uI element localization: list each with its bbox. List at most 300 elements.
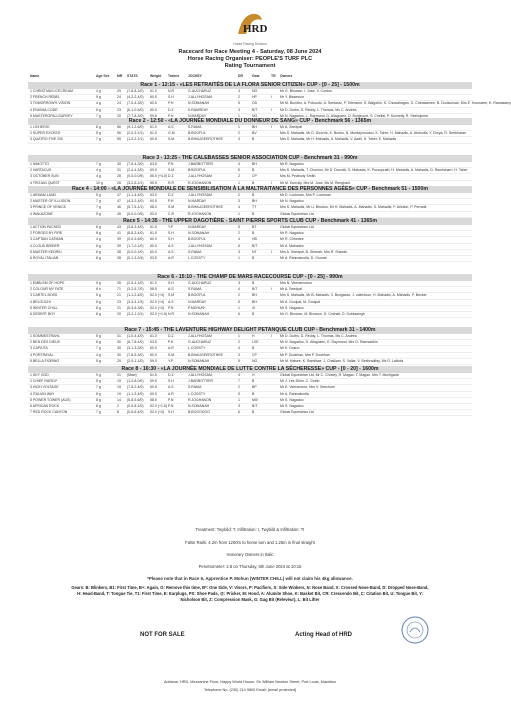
runner-age: 9 g <box>96 373 101 377</box>
runner-weight: 63.5 <box>150 340 157 345</box>
runner-mr: 19 <box>117 385 121 390</box>
runner-jockey: N.MARDAY <box>188 113 207 118</box>
runner-owners: Mr Y. Bissessur <box>280 95 304 100</box>
runner-gear: BH <box>252 199 257 204</box>
runner-mr: 21 <box>117 293 121 298</box>
runner-stats: (0-5-8-1/0) <box>127 403 144 408</box>
runner-name: 5 MASTEROFALLSURVEY <box>30 113 73 118</box>
runner-name: 7 RED ROCK CANYON <box>30 410 68 415</box>
runner-mr: 20 <box>117 113 121 118</box>
runner-age: 7 g <box>96 162 101 166</box>
runner-stats: (8-8-3-4/0) <box>127 231 144 236</box>
racecard-title: Racecard for Race Meeting 4 - Saturday, 08 June 2024 <box>178 49 322 55</box>
runner-name: 5 POWER TOWER (AUS) <box>30 397 71 402</box>
runner-dr: 6 <box>238 311 240 316</box>
runner-stats: (3-2-1-2/1) <box>127 311 144 316</box>
runner-dr: 5 <box>238 358 240 363</box>
runner-trainer: S.M <box>168 352 175 357</box>
runner-trainer: R.R <box>168 180 175 185</box>
runner-jockey: L.COSSTY <box>188 391 206 396</box>
runner-jockey: J.ALLYHOSAM <box>188 95 212 100</box>
race-block <box>28 155 472 187</box>
runner-mr: 30 <box>117 352 121 357</box>
runner-age: 8 g <box>96 231 101 236</box>
runner-weight: 61.0 <box>150 131 157 136</box>
runner-gear: B/T <box>252 243 258 248</box>
runner-gear: LXE <box>252 340 259 345</box>
runner-name: 1 NIMOTTO <box>30 162 49 166</box>
runner-jockey: N.SOMANAH <box>188 311 210 316</box>
runner-mr: 39 <box>117 243 121 248</box>
runner-tr: I <box>271 249 272 254</box>
runner-age: 7 g <box>96 199 101 204</box>
col-stats: STATS <box>127 74 138 78</box>
runner-jockey: J.ALLYHOSAM <box>188 373 212 377</box>
runner-gear: NT <box>252 249 257 254</box>
runner-age: 8 g <box>96 311 101 316</box>
runner-owners: Mr K. Veeramoon, Mrs V. Seechurn <box>280 385 335 390</box>
runner-age: 6 h <box>96 287 101 292</box>
runner-jockey: L.COSSTY <box>188 346 206 351</box>
runner-gear: TT <box>252 205 257 210</box>
race-block <box>28 274 472 318</box>
col-dr: DR <box>238 74 243 78</box>
runner-jockey: S.RAMA <box>188 125 202 129</box>
runner-mr: 30 <box>117 346 121 351</box>
race-title: Race 7 - 15:45 - THE LAVENTURE HIGHWAY DELIGHT PETANQUE CLUB CUP - Benchmark 31 - 1400m <box>28 327 472 334</box>
runner-name: 6 DESERT BOY <box>30 311 56 316</box>
runner-gear: HB <box>252 237 257 242</box>
runner-jockey: J.ALLYHOSAM <box>188 174 212 179</box>
runner-gear: B <box>252 137 255 142</box>
runner-trainer: P.N <box>168 403 174 408</box>
runner-owners: Mr M. Kurrully, Mrs M. Jose, Ms M. Renghant <box>280 180 351 185</box>
runner-gear: B <box>252 410 255 415</box>
runner-dr: 2 <box>238 340 240 345</box>
col-trainer: Trainer <box>168 74 180 78</box>
runner-weight: 61.0 <box>150 89 157 93</box>
runner-age: 8 g <box>96 125 101 129</box>
gears-legend: Gears: B: Blinkers, B1: First Time, B+: Again, O: Remove this time, B*: One Side, V: Visors, P: Pacifiers, S: Side Winkers, N: Nose Band, X: Crossed Nose-Band, D: Dropped Nose-Band, H: Head-Band, T: Tongue Tie, T1: First Time, E: Earplugs, PS: Shoe Pads, @: Pricker, M: Hood, A: Alumite Shoe, K: Basket Bit, CR: Crescendo Bit, C: Citation Bit, U: Tongue Bit, Y: Nicholson Bit, Z: Compression Mask, G: Gag Bit (Relevéur), L: Bit Lifter <box>71 585 429 603</box>
race-block <box>28 118 472 144</box>
runner-trainer: P.H <box>168 199 174 204</box>
runner-jockey: J.BARBOTTIER <box>188 379 214 384</box>
runner-row <box>28 312 472 318</box>
runner-age: 5 g <box>96 193 101 197</box>
runner-dr: 1 <box>238 334 240 338</box>
runner-jockey: P.MOHUN* <box>188 305 206 310</box>
runner-gear: B <box>252 168 255 173</box>
runner-age: 6 g <box>96 225 101 229</box>
runner-age: 5 g <box>96 95 101 100</box>
hrd-logo-icon <box>232 8 268 42</box>
runner-weight: 61.0 <box>150 334 157 338</box>
runner-mr: 26 <box>117 180 121 185</box>
runner-stats: (3-3-4-1/3) <box>127 299 144 304</box>
runner-stats: (6-1-0-5/0) <box>127 107 144 112</box>
race-title: Race 3 - 13:25 - THE CALEBASSES SENIOR ASSOCIATION CUP - Benchmark 31 - 990m <box>28 155 472 162</box>
runner-mr: 38 <box>117 249 121 254</box>
runner-row <box>28 256 472 262</box>
runner-dr: 1 <box>238 255 240 260</box>
runner-age: 9 g <box>96 281 101 285</box>
runner-weight: 52.0 (+1.5) <box>150 311 168 316</box>
runner-weight: 61.5 <box>150 373 157 377</box>
runner-trainer: P.H <box>168 113 174 118</box>
runner-name: 2 BEN DES DIEUX <box>30 340 60 345</box>
runner-dr: 6 <box>238 410 240 415</box>
race-block <box>28 218 472 262</box>
race-block <box>28 327 472 365</box>
runner-gear: B/T <box>252 403 258 408</box>
runner-weight: 63.0 <box>150 193 157 197</box>
runner-dr: 1 <box>238 397 240 402</box>
runner-name: 3 CAPTAIN CATMAN <box>30 237 64 242</box>
runner-owners: Global Equestrian Ltd <box>280 410 314 415</box>
runner-gear: B <box>252 281 255 285</box>
runner-trainer: A.S <box>168 125 174 129</box>
runner-age: 5 g <box>96 379 101 384</box>
race-title: Race 1 - 12:15 - «LES RETRAITÉS DE LA FLORA SENIOR CITIZEN» CUP - [0 - 25] - 1500m <box>28 82 472 89</box>
runner-weight: 60.0 <box>150 249 157 254</box>
runner-mr: 47 <box>117 199 121 204</box>
runner-weight: 60.5 <box>150 95 157 100</box>
runner-gear: BH <box>252 293 257 298</box>
runner-trainer: A.R <box>168 346 174 351</box>
runner-dr: 4 <box>238 162 240 166</box>
runner-stats: (2-0-3-1/1) <box>127 131 144 136</box>
acting-head-label: Acting Head of HRD <box>295 632 352 638</box>
runner-trainer: P.H <box>168 340 174 345</box>
runner-mr: 38 <box>117 255 121 260</box>
runner-trainer: A.S <box>168 243 174 248</box>
runner-age: 4 g <box>96 101 101 106</box>
runner-jockey: B.BOOFUL <box>188 168 206 173</box>
runner-trainer: A.S <box>168 299 174 304</box>
runner-gear: B <box>252 311 255 316</box>
runner-mr: 26 <box>117 281 121 285</box>
runner-stats: (5-3-6-3/6) <box>127 305 144 310</box>
runner-stats: (1-1-3-4/0) <box>127 391 144 396</box>
col-age-sex: Age Sex <box>96 74 110 78</box>
runner-stats: (0-0-0-1/0) <box>127 249 144 254</box>
col-name: Name <box>30 74 40 78</box>
runner-name: 1 SKY GOD <box>30 373 49 377</box>
runner-gear: BP <box>252 385 257 390</box>
runner-jockey: B.BHAUGEEROTHEE <box>188 137 224 142</box>
runner-gear: CP <box>252 174 257 179</box>
runner-age: 4 g <box>96 89 101 93</box>
runner-weight: 52.0 (+4) <box>150 410 165 415</box>
runner-name: 6 ROYAL ITALIAN <box>30 255 59 260</box>
runner-mr: 14 <box>117 397 121 402</box>
race-block <box>28 82 511 120</box>
runner-weight: 58.0 <box>150 205 157 210</box>
runner-trainer: S.H <box>168 95 174 100</box>
runner-stats: (1-1-2-4/0) <box>127 293 144 298</box>
runner-age: 8 g <box>96 397 101 402</box>
runner-age: 5 g <box>96 211 101 216</box>
runner-mr: 45 <box>117 211 121 216</box>
runner-stats: (9-1-2-6/0) <box>127 125 144 129</box>
runner-trainer: P.N <box>168 397 174 402</box>
runner-name: 1 CHRISTMAS ICECREAM <box>30 89 73 93</box>
runner-dr: 6 <box>238 243 240 248</box>
runner-stats: (1-2-2-1/1) <box>127 137 144 142</box>
runner-weight: 52.0 (+4) <box>150 305 165 310</box>
runner-dr: 2 <box>238 131 240 136</box>
runner-weight: 60.0 <box>150 168 157 173</box>
runner-stats: (6-7-8-4/0) <box>127 340 144 345</box>
runner-mr: 23 <box>117 299 121 304</box>
runner-jockey: N.MARDAY <box>188 299 207 304</box>
runner-gear: CB <box>252 101 257 106</box>
runner-owners: Mr A. Rahmatoolla <box>280 391 309 396</box>
runner-mr: 39 <box>117 237 121 242</box>
runner-trainer: G.M <box>168 131 175 136</box>
runner-stats: (3-2-5-7/0) <box>127 287 144 292</box>
runner-tr: I <box>271 287 272 292</box>
runner-weight: 52.0 (+4) <box>150 293 165 298</box>
runner-trainer: A.S <box>168 385 174 390</box>
runner-jockey: G.AUCHARUZ <box>188 281 212 285</box>
runner-mr: 28 <box>117 174 121 179</box>
runner-stats: (0-6-6-4/0) <box>127 410 144 415</box>
runner-stats: (4-2-2-4/0) <box>127 95 144 100</box>
runner-stats: (0-0-0-0/5) <box>127 211 144 216</box>
runner-row <box>28 410 472 416</box>
runner-dr: 4 <box>238 89 240 93</box>
runner-owners: Mr R. Nagadoo <box>280 162 304 166</box>
runner-mr: 23 <box>117 107 121 112</box>
runner-name: 6 AFRICAN ROCK <box>30 403 60 408</box>
runner-owners: Mr A. Seedpal <box>280 287 302 292</box>
runner-trainer: S.M <box>168 168 175 173</box>
runner-age: 7 g <box>96 113 101 118</box>
runner-weight: 61.5 <box>150 225 157 229</box>
runner-owners: Mr A. Rahmatoolla, D. Goorah <box>280 255 327 260</box>
runner-name: 5 WINTER CHILL <box>30 305 58 310</box>
runner-name: 3 QUATRO FIVE SIX <box>30 137 63 142</box>
runner-jockey: B.BOOFUL <box>188 293 206 298</box>
runner-jockey: J.ALLYHOSAM <box>188 334 212 338</box>
runner-gear: NO <box>252 358 258 363</box>
runner-dr: 3 <box>238 137 240 142</box>
footer-address: Address: HRD, Mezzanine Floor, Happy World House, Sir William Newton Street, Port Louis, Mauritius <box>163 680 337 684</box>
runner-trainer: D.Z <box>168 193 174 197</box>
runner-owners: Mr M. Bundhu, A. Pokoodo, A. Seetaraz, P. Teleraum, S. Balgobin, S. Chuwahagan, G. Chinasamee, B. Dookunsan, Mrs E. Koonaree, K. Ramasamy <box>280 101 511 106</box>
runner-jockey: N.MARDAY <box>188 225 207 229</box>
runner-trainer: N.R <box>168 311 175 316</box>
runner-trainer: A.S <box>168 287 174 292</box>
runner-trainer: A.R <box>168 255 174 260</box>
organiser-line: Horse Racing Organiser: PEOPLE'S TURF PLC <box>187 56 313 62</box>
runner-stats: (2-4-4-3/0) <box>127 168 144 173</box>
runner-mr: 56 <box>117 125 121 129</box>
runner-dr: 4 <box>238 205 240 210</box>
runner-owners: Mrs S. Mahadis, Mr B. Mahadis, V. Bungasso, J. valentoon, H. Mahadis, A. Mahadis, P. Becker <box>280 293 427 298</box>
runner-mr: 29 <box>117 89 121 93</box>
runner-trainer: A.S <box>168 249 174 254</box>
runner-weight: 60.0 <box>150 346 157 351</box>
runner-trainer: D.Z <box>168 174 174 179</box>
runner-jockey: N.SOMANAH <box>188 403 210 408</box>
runner-trainer: S.H <box>168 379 174 384</box>
tournament-line: Rating Tournament <box>224 63 276 69</box>
runner-gear: B <box>252 193 255 197</box>
runner-gear: NO <box>252 89 258 93</box>
race-block <box>28 366 472 416</box>
runner-weight: 60.5 <box>150 199 157 204</box>
footer-telephone: Telephone No. (230) 214 9800 Email: [email protected] <box>203 688 297 692</box>
col-weight: Weight <box>150 74 162 78</box>
runner-name: 1 EMBLEM OF HOPE <box>30 281 65 285</box>
runner-weight: 63.5 <box>150 162 157 166</box>
runner-dr: 2 <box>238 95 240 100</box>
runner-mr: 20 <box>117 311 121 316</box>
runner-owners: Mr N. Nagadoo, D. Allagusen, E. Raymond, Mrs G. Ramsadhin <box>280 340 378 345</box>
runner-age: 5 g <box>96 334 101 338</box>
runner-dr: 3 <box>238 352 240 357</box>
runner-stats: (3-1-3-3/0) <box>127 346 144 351</box>
runner-name: 2 COLOUR MY FATE <box>30 287 64 292</box>
treatment-note: Treatment: Twybild: T, Infiltration: I, Twybild & Infiltration: TI <box>195 527 305 532</box>
runner-owners: Mr D. Durbs, D. Reddy, L. Thomas, Ms C. Andrea <box>280 334 357 338</box>
col-owners: Owners <box>280 74 293 78</box>
runner-name: 1 SOMMESTRAHL <box>30 334 60 338</box>
runner-gear: B <box>252 346 255 351</box>
runner-mr: 29 <box>117 358 121 363</box>
runner-dr: 3 <box>238 199 240 204</box>
col-tr: TR <box>271 74 276 78</box>
runner-weight: 55.5 <box>150 180 157 185</box>
runner-weight: 53.5 <box>150 255 157 260</box>
race-title: Race 5 - 14:35 - THE UPPER DAGOTIÈRE - SAINT PIERRE SPORTS CLUB CUP - Benchmark 41 - 1365m <box>28 218 472 225</box>
runner-name: 1 ACTION PACKED <box>30 225 62 229</box>
runner-name: 5 BELLA FIORINO <box>30 358 60 363</box>
runner-weight: 59.5 <box>150 379 157 384</box>
runner-trainer: Y.P <box>168 225 174 229</box>
runner-tr: I <box>271 95 272 100</box>
runner-owners: Mr A. Seedpal <box>280 125 302 129</box>
runner-age: 7 g <box>96 410 101 415</box>
runner-weight: 60.0 <box>150 107 157 112</box>
race-block <box>28 186 472 218</box>
runner-stats: (5-7-5-1/1) <box>127 205 144 210</box>
runner-mr: 21 <box>117 373 121 377</box>
runner-name: 2 FORGES BY FIRE <box>30 231 63 236</box>
runner-gear: B <box>252 231 255 236</box>
runner-jockey: R.JOGHANON <box>188 180 212 185</box>
runner-trainer: D.Z <box>168 334 174 338</box>
runner-name: 4 TROJAN QUEST <box>30 180 60 185</box>
runner-weight: 60.5 <box>150 101 157 106</box>
runner-dr: 4 <box>238 237 240 242</box>
not-for-sale-label: NOT FOR SALE <box>140 632 185 638</box>
runner-gear: B <box>252 379 255 384</box>
runner-owners: Mr P. Doobhan, Mrs P. Doobhan <box>280 352 330 357</box>
apprentice-note: *Please note that in Race 6, Apprentice P. Mohun (WINTER CHILL) will not claim his 4kg allowance. <box>147 576 353 581</box>
runner-dr: 2 <box>238 231 240 236</box>
runner-owners: Mrs S. Mahadis, T. Chovlun, Mr D. Doorvik, S. Mahadis, K. Puccoprath, H. Mahadis, A. Mahadis, D. Ramlicharn, H. Taher <box>280 168 468 173</box>
runner-dr: 1 <box>238 125 240 129</box>
runner-weight: 52.0 (+4) <box>150 299 165 304</box>
runner-weight: 60.5 <box>150 137 157 142</box>
runner-name: 1 LICHERIO <box>30 125 50 129</box>
runner-age: 7 g <box>96 137 101 142</box>
runner-dr: 2 <box>238 193 240 197</box>
runner-weight: 52.0 (+1.5) <box>150 403 168 408</box>
runner-name: 4 CLOUD BRIDER <box>30 243 60 248</box>
runner-jockey: S.RAMA <box>188 249 202 254</box>
runner-mr: 19 <box>117 391 121 396</box>
runner-owners: Mr N. Nagadoo, L. Raymond, D. Allagusen, D. Bonjicourt, S. Chellal, P. Kunnelly, R. Seebojmee <box>280 113 429 118</box>
runner-stats: (3-2-5-1/1) <box>127 180 144 185</box>
runner-weight: 61.0 <box>150 231 157 236</box>
runner-name: 2 FRENCH REBEL <box>30 95 60 100</box>
runner-dr: 1 <box>238 305 240 310</box>
runner-stats: (7-0-4-3/0) <box>127 101 144 106</box>
false-rails-note: False Rails: 4.2m from 1200m to home turn and 1.25m in final straight <box>185 540 315 545</box>
runner-jockey: S.RAMA <box>188 385 202 390</box>
runner-trainer: D.Z <box>168 373 174 377</box>
runner-jockey: S.RAMA <box>188 287 202 292</box>
runner-stats: (7-8-8-2/0) <box>127 89 144 93</box>
runner-mr: 24 <box>117 101 121 106</box>
runner-owners: Mr D. Durbs, S. Reddy, L. Thomas, Ms C. Andrea <box>280 107 357 112</box>
runner-dr: 1 <box>238 113 240 118</box>
runner-jockey: L.COSSTY <box>188 255 206 260</box>
runner-owners: Global Equestrian Ltd <box>280 211 314 216</box>
honorary-note: Honorary Owners in Italic <box>226 552 274 557</box>
runner-trainer: N.R <box>168 89 175 93</box>
runner-age: 5 g <box>96 293 101 298</box>
runner-weight: 60.0 <box>150 237 157 242</box>
runner-trainer: C.R <box>168 211 175 216</box>
runner-mr: 55 <box>117 137 121 142</box>
runner-stats: (5-8-5-6/0) <box>127 397 144 402</box>
runner-owners: Mrs S. Mahadis, Mr H. Mahadis, A. Mahadis, V. Aadil, H. Taher, E. Mahadis <box>280 137 397 142</box>
runner-row <box>28 137 472 143</box>
runner-name: 3 HIGH VOLTAGE <box>30 385 59 390</box>
runner-name: 2 VARTACUS <box>30 168 52 173</box>
runner-stats: (7-6-4-3/0) <box>127 162 144 166</box>
runner-name: 3 CAPIUTA <box>30 346 48 351</box>
runner-name: 4 BELOUCHI <box>30 299 51 304</box>
runner-mr: 24 <box>117 95 121 100</box>
runner-dr: 5 <box>238 299 240 304</box>
runner-age: 5 g <box>96 131 101 136</box>
runner-gear: B <box>252 180 255 185</box>
runner-dr: 5 <box>238 101 240 106</box>
runner-name: 1 ARMAM LAND <box>30 193 57 197</box>
runner-stats: (2-0-1-1/0) <box>127 358 144 363</box>
runner-gear: H <box>252 373 255 377</box>
runner-owners: Mrs A. Seedpal, B. Sheeah, Mrs R. Sheeah <box>280 249 348 254</box>
runner-jockey: B.BOOFUL <box>188 131 206 136</box>
runner-trainer: A.R <box>168 391 174 396</box>
runner-age: 8 g <box>96 403 101 408</box>
col-jockey: JOCKEY <box>188 74 202 78</box>
runner-owners: Mr J. Lee-Shim, C. Gobin <box>280 379 320 384</box>
runner-jockey: B.BOOFUL <box>188 237 206 242</box>
runner-name: 4 WAKAZONE <box>30 211 53 216</box>
runner-owners: Mrs S. Mahadis, Mr D. Doorvik, K. Bunko, N. Murdaymootoo, K. Taher, H. Mahadis, A. Abdoolla, Y. Dorya, R. Seebharan <box>280 131 466 136</box>
runner-owners: Mrs N. Veeramootoo <box>280 281 313 285</box>
runner-dr: 3 <box>238 107 240 112</box>
runner-dr: 5 <box>238 225 240 229</box>
runner-tr: I <box>271 125 272 129</box>
